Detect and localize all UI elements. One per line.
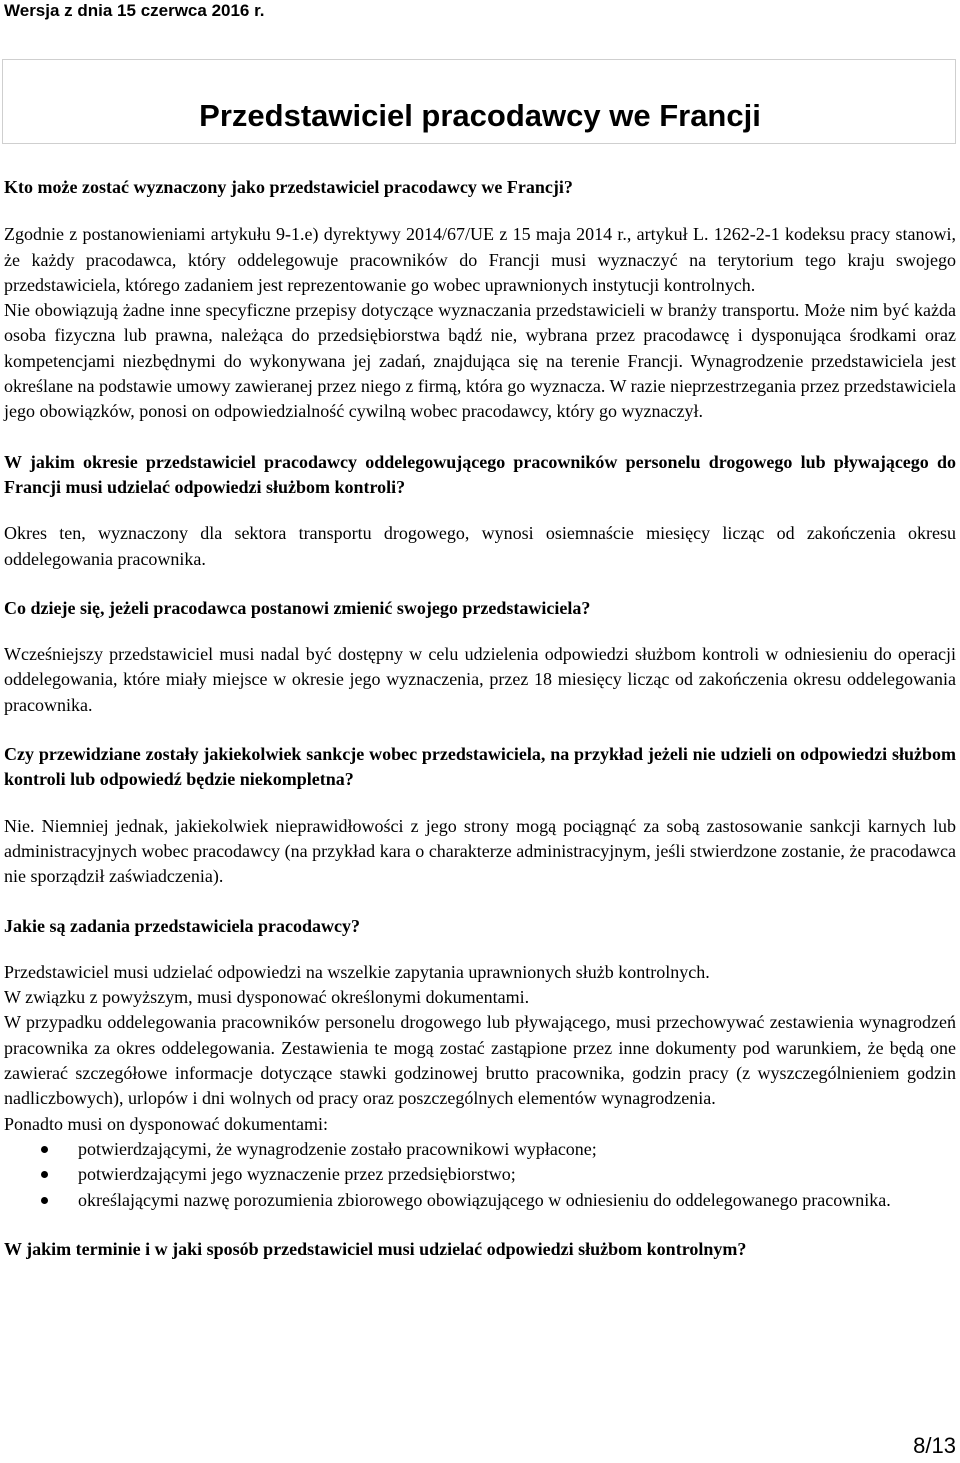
paragraph: Okres ten, wyznaczony dla sektora transportu drogowego, wynosi osiemnaście miesięcy licząc od zakończenia okresu oddelegowania pracownika.: [4, 523, 956, 569]
paragraph: Przedstawiciel musi udzielać odpowiedzi na wszelkie zapytania uprawnionych służb kontrolnych.: [4, 961, 710, 982]
list-item: potwierdzającymi, że wynagrodzenie zostało pracownikowi wypłacone;: [4, 1137, 956, 1162]
page-number: 8/13: [913, 1433, 956, 1458]
section-question: Jakie są zadania przedstawiciela pracodawcy?: [4, 915, 360, 936]
paragraph: Nie. Niemniej jednak, jakiekolwiek nieprawidłowości z jego strony mogą pociągnąć za sobą zastosowanie sankcji karnych lub administracyjnych wobec pracodawcy (na przykład kara o charakterze administracyjnym, jeśli stwierdzone zostanie, że pracodawca nie sporządził zaświadczenia).: [4, 815, 956, 887]
page-title: Przedstawiciel pracodawcy we Francji: [199, 98, 761, 133]
list-item: określającymi nazwę porozumienia zbiorowego obowiązującego w odniesieniu do oddelegowanego pracownika.: [4, 1188, 956, 1213]
paragraph: Nie obowiązują żadne inne specyficzne przepisy dotyczące wyznaczania przedstawicieli w branży transportu. Może nim być każda osoba fizyczna lub prawna, należąca do przedsiębiorstwa bądź nie, wybrana przez pracodawcę i dysponująca środkami oraz kompetencjami niezbędnymi do wykonywana jej zadań, znajdująca się na terenie Francji. Wynagrodzenie przedstawiciela jest określane na podstawie umowy zawieranej przez niego z firmą, która go wyznacza. W razie nieprzestrzegania przez przedstawiciela jego obowiązków, ponosi on odpowiedzialność cywilną wobec pracodawcy, który go wyznaczył.: [4, 300, 956, 422]
paragraph: W związku z powyższym, musi dysponować określonymi dokumentami.: [4, 987, 530, 1008]
paragraph: Ponadto musi on dysponować dokumentami:: [4, 1113, 328, 1134]
section-question: Kto może zostać wyznaczony jako przedstawiciel pracodawcy we Francji?: [4, 177, 573, 197]
list-item: potwierdzającymi jego wyznaczenie przez przedsiębiorstwo;: [4, 1162, 956, 1187]
document-body: [4, 175, 956, 1262]
section-question: W jakim terminie i w jaki sposób przedstawiciel musi udzielać odpowiedzi służbom kontrolnym?: [4, 1238, 747, 1259]
section-question: Co dzieje się, jeżeli pracodawca postanowi zmienić swojego przedstawiciela?: [4, 597, 591, 618]
section-question: W jakim okresie przedstawiciel pracodawcy oddelegowującego pracowników personelu drogowego lub pływającego do Francji musi udzielać odpowiedzi służbom kontroli?: [4, 451, 956, 497]
version-date: Wersja z dnia 15 czerwca 2016 r.: [4, 1, 265, 20]
paragraph: Zgodnie z postanowieniami artykułu 9-1.e) dyrektywy 2014/67/UE z 15 maja 2014 r., artykuł L. 1262-2-1 kodeksu pracy stanowi, że każdy pracodawca, który oddelegowuje pracowników do Francji musi wyznaczyć na terytorium tego kraju swojego przedstawiciela, którego zadaniem jest reprezentowanie go wobec uprawnionych instytucji kontrolnych.: [4, 224, 956, 295]
section-question: Czy przewidziane zostały jakiekolwiek sankcje wobec przedstawiciela, na przykład jeżeli nie udzieli on odpowiedzi służbom kontroli lub odpowiedź będzie niekompletna?: [4, 744, 956, 790]
document-list: [4, 1137, 956, 1213]
paragraph: W przypadku oddelegowania pracowników personelu drogowego lub pływającego, musi przechowywać zestawienia wynagrodzeń pracownika za okres oddelegowania. Zestawienia te mogą zostać zastąpione przez inne dokumenty pod warunkiem, że będą one zawierać szczegółowe informacje dotyczące stawki godzinowej brutto pracownika, godzin pracy (z wyszczególnieniem godzin nadliczbowych), urlopów i dni wolnych od pracy oraz poszczególnych elementów wynagrodzenia.: [4, 1012, 956, 1109]
paragraph: Wcześniejszy przedstawiciel musi nadal być dostępny w celu udzielenia odpowiedzi służbom kontroli w odniesieniu do operacji oddelegowania, które miały miejsce w okresie jego wyznaczenia, przez 18 miesięcy licząc od zakończenia okresu oddelegowania pracownika.: [4, 644, 956, 715]
